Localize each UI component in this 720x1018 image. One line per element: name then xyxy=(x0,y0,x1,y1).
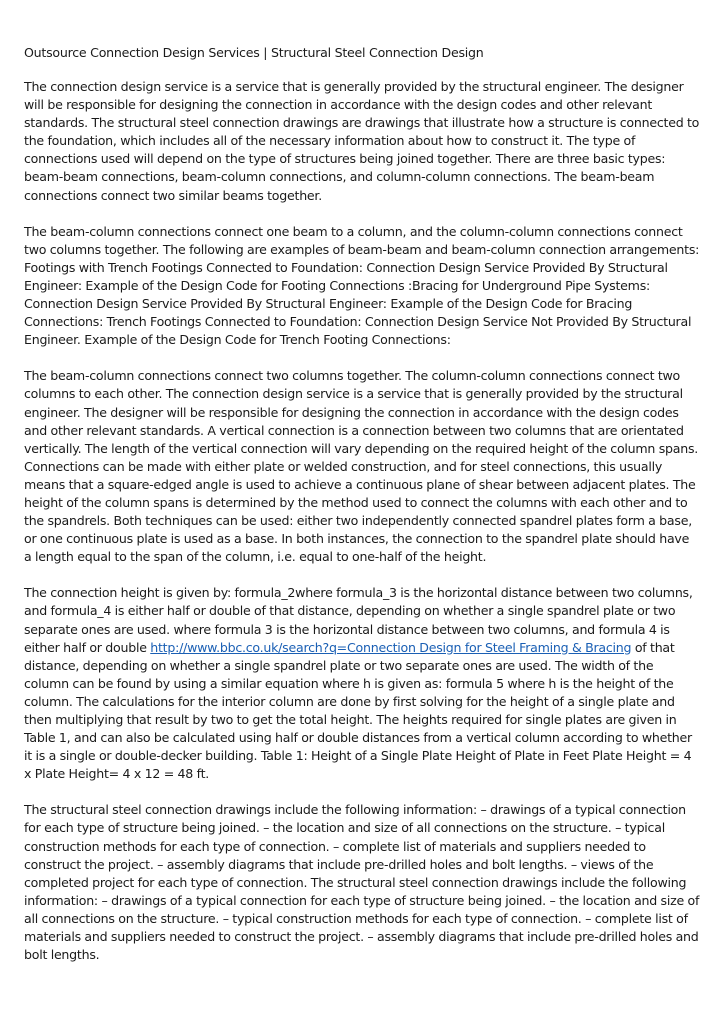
bbc-search-link[interactable]: http://www.bbc.co.uk/search?q=Connection Design for Steel Framing & Bracing xyxy=(150,639,632,655)
paragraph-drawings-info: The structural steel connection drawings include the following information: – drawings of a typical connection for each type of structure being joined. – the location and size of all connections on the structure. – typical construction methods for each type of connection. – complete list of materials and suppliers needed to construct the project. – assembly diagrams that include pre-drilled holes and bolt lengths. – views of the completed project for each type of connection. The structural steel connection drawings include the following information: – drawings of a typical connection for each type of structure being joined. – the location and size of all connections on the structure. – typical construction methods for each type of connection. – complete list of materials and suppliers needed to construct the project. – assembly diagrams that include pre-drilled holes and bolt lengths. xyxy=(24,802,700,963)
paragraph-connection-height xyxy=(24,584,700,783)
page-title: Outsource Connection Design Services | Structural Steel Connection Design xyxy=(24,45,484,60)
paragraph-connection-examples: The beam-column connections connect one beam to a column, and the column-column connections connect two columns together. The following are examples of beam-beam and beam-column connection arrangements: Footings with Trench Footings Connected to Foundation: Connection Design Service Provided By Structural Engineer: Example of the Design Code for Footing Connections :Bracing for Underground Pipe Systems: Connection Design Service Provided By Structural Engineer: Example of the Design Code for Bracing Connections: Trench Footings Connected to Foundation: Connection Design Service Not Provided By Structural Engineer. Example of the Design Code for Trench Footing Connections: xyxy=(24,223,700,348)
paragraph-text-after-link: of that distance, depending on whether a single spandrel plate or two separate ones are used. The width of the column can be found by using a similar equation where h is given as: formula 5 where h is the height of the column. The calculations for the interior column are done by first solving for the height of a single plate and then multiplying that result by two to get the total height. The heights required for single plates are given in Table 1, and can also be calculated using half or double distances from a vertical column according to whether it is a single or double-decker building. Table 1: Height of a Single Plate Height of Plate in Feet Plate Height = 4 x Plate Height= 4 x 12 = 48 ft. xyxy=(24,639,692,782)
paragraph-intro: The connection design service is a service that is generally provided by the structural engineer. The designer will be responsible for designing the connection in accordance with the design codes and other relevant standards. The structural steel connection drawings are drawings that illustrate how a structure is connected to the foundation, which includes all of the necessary information about how to construct it. The type of connections used will depend on the type of structures being joined together. There are three basic types: beam-beam connections, beam-column connections, and column-column connections. The beam-beam connections connect two similar beams together. xyxy=(24,79,700,203)
paragraph-vertical-connections: The beam-column connections connect two columns together. The column-column connections connect two columns to each other. The connection design service is a service that is generally provided by the structural engineer. The designer will be responsible for designing the connection in accordance with the design codes and other relevant standards. A vertical connection is a connection between two columns that are orientated vertically. The length of the vertical connection will vary depending on the required height of the column spans. Connections can be made with either plate or welded construction, and for steel connections, this usually means that a square-edged angle is used to achieve a continuous plane of shear between adjacent plates. The height of the column spans is determined by the method used to connect the columns with each other and to the spandrels. Both techniques can be used: either two independently connected spandrel plates form a base, or one continuous plate is used as a base. In both instances, the connection to the spandrel plate should have a length equal to the span of the column, i.e. equal to one-half of the height. xyxy=(24,368,699,565)
paragraph-text-before-link: The connection height is given by: formula_2where formula_3 is the horizontal distance between two columns, and formula_4 is either half or double of that distance, depending on whether a single spandrel plate or two separate ones are used. where formula 3 is the horizontal distance between two columns, and formula 4 is either half or double xyxy=(24,585,693,655)
